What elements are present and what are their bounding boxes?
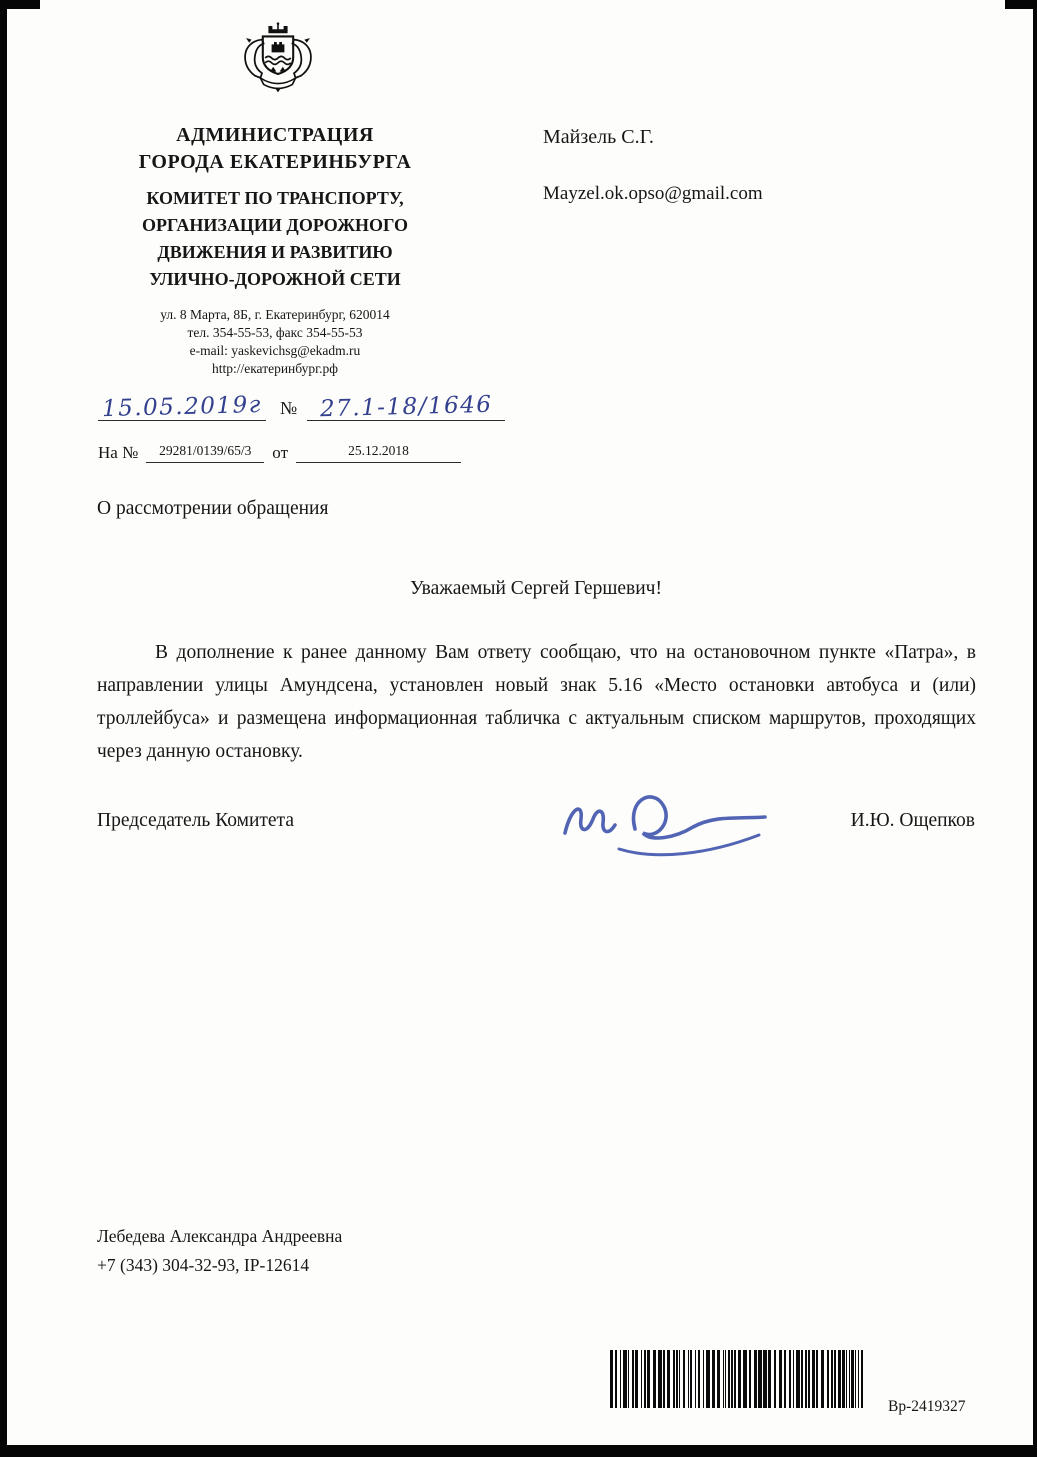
- incoming-from-label: от: [272, 443, 289, 462]
- org-website-line: http://екатеринбург.рф: [211, 361, 339, 376]
- committee-line: КОМИТЕТ ПО ТРАНСПОРТУ,: [146, 188, 404, 208]
- org-name-line2: ГОРОДА ЕКАТЕРИНБУРГА: [138, 151, 412, 173]
- number-sign: №: [280, 398, 298, 418]
- org-email-line: e-mail: yaskevichsg@ekadm.ru: [189, 343, 361, 358]
- org-phone-line: тел. 354-55-53, факс 354-55-53: [187, 325, 363, 340]
- scan-corner-top-left: [0, 0, 40, 9]
- outgoing-date-field: [98, 391, 266, 423]
- scan-edge-right: [1033, 0, 1037, 1457]
- committee-line: ОРГАНИЗАЦИИ ДОРОЖНОГО: [141, 215, 409, 235]
- letter-subject: О рассмотрении обращения: [97, 498, 329, 519]
- recipient-name: Майзель С.Г.: [543, 126, 654, 148]
- incoming-reference-row: [98, 443, 461, 463]
- outgoing-date-handwritten: 15.05.2019г: [101, 391, 263, 423]
- salutation: Уважаемый Сергей Гершевич!: [410, 578, 662, 599]
- signatory-position: Председатель Комитета: [97, 810, 294, 831]
- ekaterinburg-coat-of-arms-icon: [230, 12, 326, 112]
- executor-phone: +7 (343) 304-32-93, IP-12614: [97, 1255, 310, 1275]
- org-contact-block: [75, 306, 475, 378]
- executor-block: [97, 1222, 342, 1280]
- incoming-reference-label: На №: [98, 443, 139, 462]
- scan-edge-left: [0, 0, 7, 1457]
- outgoing-reference-row: [98, 391, 505, 423]
- committee-line: УЛИЧНО-ДОРОЖНОЙ СЕТИ: [149, 269, 401, 289]
- org-address-line: ул. 8 Марта, 8Б, г. Екатеринбург, 620014: [160, 307, 390, 322]
- outgoing-number-handwritten: 27.1-18/1646: [319, 391, 493, 423]
- outgoing-number-field: [307, 391, 505, 423]
- letterhead: [75, 122, 475, 378]
- letter-body-paragraph: В дополнение к ранее данному Вам ответу сообщаю, что на остановочном пункте «Патра», в направлении улицы Амундсена, установлен новый знак 5.16 «Место остановки автобуса и (или) троллейбуса» и размещена информационная табличка с актуальным списком маршрутов, проходящих через данную остановку.: [97, 642, 976, 762]
- executor-name: Лебедева Александра Андреевна: [97, 1226, 343, 1246]
- registration-barcode: [610, 1350, 872, 1408]
- org-name-line1: АДМИНИСТРАЦИЯ: [176, 124, 374, 146]
- handwritten-signature: [555, 775, 785, 870]
- recipient-email: Mayzel.ok.opso@gmail.com: [543, 183, 763, 204]
- scan-edge-bottom: [0, 1445, 1037, 1457]
- signatory-name: И.Ю. Ощепков: [850, 810, 975, 831]
- incoming-number: 29281/0139/65/3: [146, 443, 264, 463]
- committee-name: [75, 185, 475, 293]
- committee-line: ДВИЖЕНИЯ И РАЗВИТИЮ: [157, 242, 393, 262]
- scan-corner-top-right: [1005, 0, 1037, 9]
- barcode-number: Вр-2419327: [888, 1398, 966, 1415]
- incoming-date: 25.12.2018: [296, 443, 461, 463]
